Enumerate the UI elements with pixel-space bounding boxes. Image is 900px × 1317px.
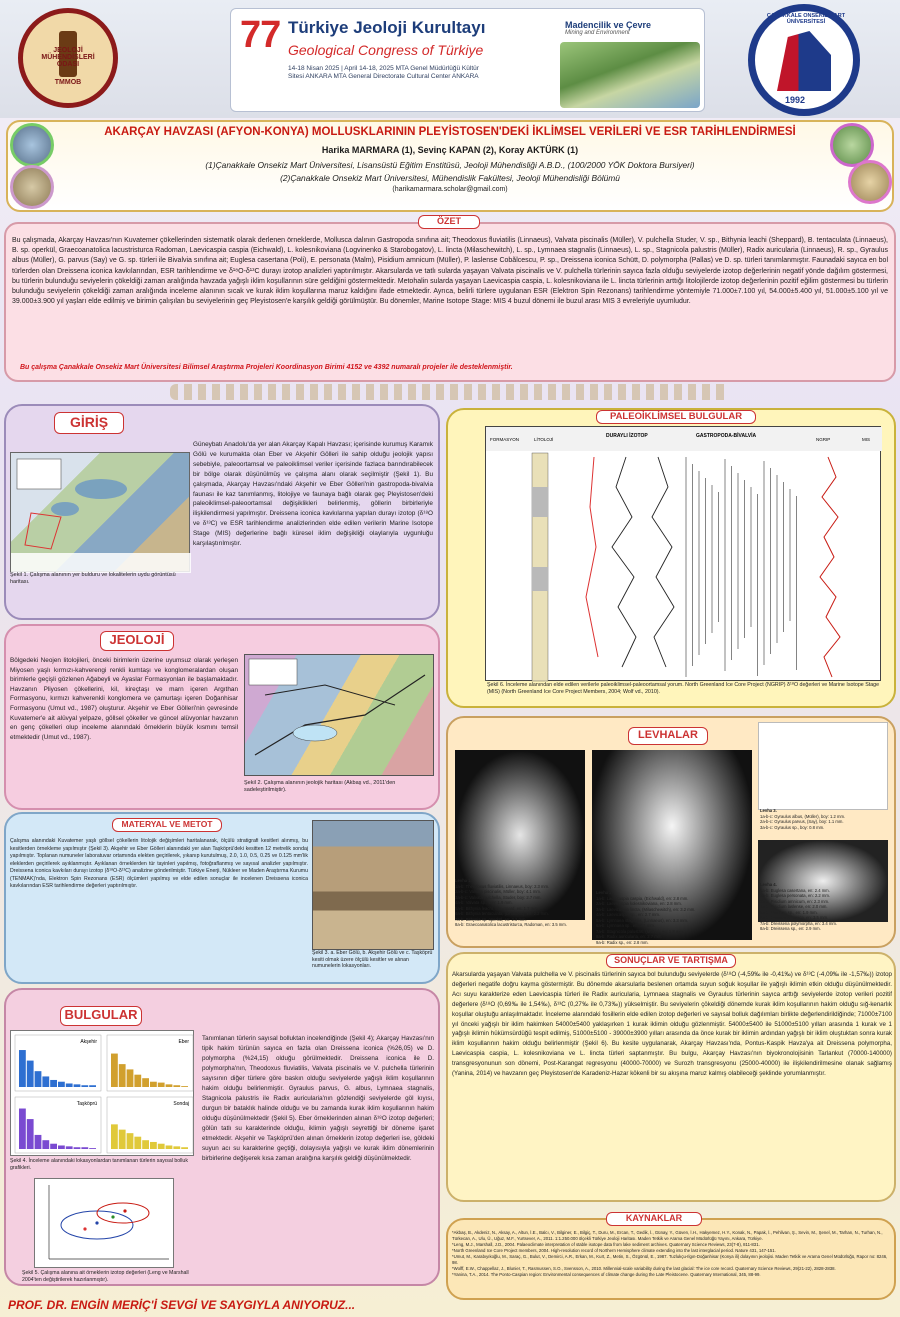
abundance-bar: [111, 1054, 118, 1087]
abundance-bar: [27, 1119, 34, 1149]
abstract-heading: ÖZET: [418, 215, 480, 229]
introduction-heading: GİRİŞ: [54, 412, 124, 434]
abundance-bar: [89, 1148, 96, 1149]
plate-item: 1a-b: Laevicaspia caspia, (Eichwald), en: 2.8 mm.: [596, 895, 689, 901]
abundance-bar: [27, 1061, 34, 1087]
methods-text: Çalışma alanındaki Kuvatemer yaşlı göllsel çökellerin litolojik değişimleri haritalanarak, ölçülü stratigrafi kesitleri alınmış, bu kesitlerden örnekleme yapılmıştır (Şekil 3). Akşehir ve Eber Gölleri alanındaki yer alan Taşköprü'deki kesitten 12 metrelik sondaj yapılmıştır. Toplanan numuneler laboratuvar ortamında elekten geçirilerek, yıkanıp kurutulmuş, 2.0, 1.0, 0.5, 0.25 ve 0.125 mm'lik eleklerden geçirilerek ayıklanmıştır. Ayıklanan örneklerden tür tayinleri yapılmış, fotoğraflanmış ve sayısal analizler yapılmıştır. Dreissena iconica kavkıları durayı izotop (δ¹⁸O-δ¹³C) analizine gönderilmiştir. Türkiye Enerji, Nükleer ve Maden Araştırma Kurumu (TENMAK)'nda, Elektron Spin Rezonans (ESR) ölçümleri yapılmış ve elde edilen sonuçlar ile incelenen Dreissena iconica kavkılarından ESR tarihlendirme değerleri yaptırılmıştır.: [10, 838, 308, 889]
figure-2-caption: Şekil 2. Çalışma alanının jeolojik haritası (Akbaş vd., 2011'den sadeleştirilmiştir).: [244, 780, 396, 793]
abundance-bar: [50, 1080, 57, 1087]
plate-item: 2a-b-c: Valvata piscinalis, Müller, boy: 4.1 mm.: [455, 889, 542, 894]
abundance-bar: [158, 1083, 165, 1087]
abundance-bar: [89, 1085, 96, 1087]
abundance-bar: [150, 1142, 157, 1149]
abundance-panel: [15, 1035, 101, 1091]
plate-item: 6a-b: Bithynia tentaculata, (Linnaeus), en: 2.2 mm.: [455, 911, 549, 916]
references-heading: KAYNAKLAR: [606, 1212, 702, 1226]
congress-number: 77: [240, 14, 281, 56]
abundance-bar: [142, 1140, 149, 1149]
methods-heading: MATERYAL VE METOT: [112, 818, 222, 832]
plate-item: 3a-b-c: Valvata pulchella, Studer, boy: 2.7 mm.: [455, 894, 542, 900]
conclusions-text: Akarsularda yaşayan Valvata pulchella ve V. piscinalis türlerinin sayıca bol bulunduğu seviyelerde (δ¹⁸O (-4,59‰ ile -0,41‰) ve δ¹³C (-4,09‰ ile -1,57‰)) izotop değerleri negatife doğru kayma göstermiştir. Bu dönemde akarsularla beslenen ortamda suyun soğuk koşullar ile yağışlı iklimin etkin olduğu düşünülmektedir. Acı suyu karakterize eden Laevicaspia türleri ile Radix auricularia, Lymnaea stagnalis ve Gyraulus türlerinin sayıca arttığı seviyelerde izotop verileri pozitif değerlere (δ¹⁸O (0,69‰ ile 1,54‰), δ¹³C (0,27‰ ile 0,73‰)) yükselmiştir. Bu seviyelerin çökeldiği dönemde kurak iklim koşullarının hakim olduğu sığ-kenarlık koşullar oluştuğu anlaşılmaktadır. İnceleme alanındaki fosillerin elde edilen izotop değerleri ve sayısal bolluk dağılımları birlikte değerlendirildiğinde; 71000±7100 yıl önceki yağışlı bir iklim hakimken 54000±5400 yaklaşırken 1 kurak iklimin olduğu gözlenmiştir. 54000±5400 ile 51000±5100 yılları arasında 1 kurak ve 1 yağışlı iklimin hükümsürdüğü tespit edilmiş, 51000±5100 - 39000±3900 yılları arasında da önce kurak bir iklimin ardından yağışlı bir iklim oluştuktan sonra kurak iklim koşullarının hakim olduğu belirlenmiştir (Şekil 6). Bu kesite uygulanarak, Akarçay Havzası'nda, Pontus-Kaspik Havza'ya ait Dreissena polymorpha, Laevicaspia caspia, L. kolesnikoviana ve L. lincta türleri saptanmıştır. Bu bulgu, Akarçay Havzası'nın biyokronolojisinin Tarlankut (70000-140000) transgresyonunun son dönemi, Post-Karangat regresyonu (40000-70000) ve Surozh transgresyonu (25000-40000) ile ilişkilendirilmesine olanak sağlamış (Yanina, 2014) ve havzanın geç Pleyistosen'de Karadeniz-Hazar kökenli bir su akışına maruz kalmış olabileceği şeklinde yorumlanmıştır.: [452, 971, 892, 1078]
lake-shape: [293, 725, 337, 741]
abundance-bar: [181, 1147, 188, 1149]
abundance-bar: [119, 1064, 126, 1087]
ngrip-curve: [820, 457, 840, 677]
plate-item: 8a-b: Dreissena sp., en: 2.9 mm.: [760, 926, 821, 931]
col-label: MIS: [862, 437, 871, 442]
plate-item: 1a-b: Euglesa casertana, en: 2.4 mm.: [760, 887, 830, 893]
abundance-bar: [173, 1146, 180, 1149]
plate-item: 8a-b: Graecoanatolica lacustristurca, Radoman, en: 3.5 mm.: [455, 922, 567, 927]
d13c-curve: [652, 457, 674, 667]
plate-item: 2a-b: Euglesa personata, en: 2.2 mm.: [760, 893, 831, 898]
affiliation-2: (2)Çanakkale Onsekiz Mart Üniversitesi, Mühendislik Fakültesi, Jeoloji Mühendisliği Bölümü: [280, 173, 620, 183]
series-label: Sondaj: [173, 1101, 189, 1107]
plate-title: Levha 3.: [760, 808, 777, 813]
abundance-panel: [107, 1097, 193, 1153]
plate-item: 6a-b: Dreissena iconica, en: 3.5 mm.: [760, 915, 829, 920]
plates-heading: LEVHALAR: [628, 727, 708, 745]
abundance-bar: [111, 1124, 118, 1149]
abundance-bar: [119, 1130, 126, 1149]
conclusions-heading: SONUÇLAR VE TARTIŞMA: [606, 954, 736, 968]
plate-item: 3a-b: Pisidium amnicum, en: 2.3 mm.: [760, 898, 830, 904]
fauna-range-lines: [686, 457, 797, 677]
geology-map: [244, 654, 434, 776]
figure-6-caption: Şekil 6. İnceleme alanından elde edilen verilerle paleoiklimsel-paleoortamsal yorum. North Greenland Ice Core Project (NGRIP) δ¹⁸O değerleri ve Marine Isotope Stage (MIS) (North Greenland Ice Core Project Members, 2004; Wolf vd., 2010).: [487, 682, 880, 695]
reference-item: *Yanina, T.A., 2014. The Ponto-Caspian region: Environmental consequences of climate change during the Late Pleistocene. Quaternary International, 345, 88-99.: [452, 1272, 761, 1277]
plate-item: 2a-b: Laevicaspia kolesnikoviana, en: 2.8 mm.: [596, 901, 682, 906]
abundance-bar: [58, 1082, 65, 1087]
plate-item: 3a-b: Laevicaspia lincta, (Milaschewitch), en: 3.2 mm.: [596, 906, 696, 912]
figure-3-caption: Şekil 3. a. Eber Gölü, b. Akşehir Gölü ve c. Taşköprü kesiti olmak üzere ölçülü kesitler ve alınan numunelerin lokasyonları.: [312, 950, 433, 970]
paleoclimate-svg: [486, 427, 882, 682]
series-label: Eber: [178, 1039, 189, 1045]
abundance-bar: [166, 1084, 173, 1087]
jmo-logo-sub: TMMOB: [54, 79, 82, 86]
plate-item: 9a-b: Radix sp., en: 2.8 mm.: [596, 939, 649, 945]
jmo-logo: [18, 8, 118, 108]
plate-item: 4a-b: Pisidium laslense, en: 2.0 mm.: [760, 904, 828, 909]
isotope-plot-svg: [35, 1179, 175, 1269]
plate-2-legend: [596, 890, 756, 945]
field-ellipse: [61, 1211, 133, 1239]
abundance-bar: [66, 1083, 73, 1087]
isotope-point: [83, 1227, 86, 1230]
abundance-bar: [42, 1076, 49, 1087]
funding-note: Bu çalışma Çanakkale Onsekiz Mart Üniversitesi Bilimsel Araştırma Projeleri Koordinasyon Birimi 4152 ve 4392 numaralı projeler ile desteklenmiştir.: [20, 364, 513, 371]
email[interactable]: (harikamarmara.scholar@gmail.com): [392, 186, 508, 193]
abundance-bar: [58, 1145, 65, 1149]
abundance-panel: [107, 1035, 193, 1091]
introduction-text: Güneybatı Anadolu'da yer alan Akarçay Kapalı Havzası; içerisinde kurumuş Karamık Gölü ve kurumakta olan Eber ve Akşehir Gölleri ile sahip olduğu jeolojik yapısı sebebiyle, paleoortamsal ve paleoiklimsel veriler içerisinde fazlaca barındırabilecek bir bölge olarak düşünülmüş ve çalışma alanı olarak seçilmiştir (Şekil 1). Bu çalışmada, Akarçay Havzası'ndaki Akşehir ve Eber Gölleri'nin gastropoda-bivalvia faunası ile kaz tanımlanmış, litolojiye ve faunaya bağlı olarak geç Pleyistosen'deki paleoiklimsel-paleoortamsal değişiklikleri belirlenmiş, göllerin birbirleriyle ilişkilendirmesi yapılmıştır. Dreissena iconica kavkılarına yapılan durayı izotop (δ¹⁸O ve δ¹³C) ve ESR tarihlendirme analizlerinden elde edilen verilerin Marine Isotope Stage (MIS) değerlerine bağlı küresel iklim değişikliği olaylarıyla uygunluğu karşılaştırılmıştır.: [193, 441, 433, 548]
lake-aksehir: [75, 479, 127, 499]
plate-item: 1a-b-c: Gyraulus albus, (Müller), boy: 1.2 mm.: [760, 813, 846, 819]
abundance-chart-svg: [11, 1031, 195, 1157]
abundance-bar: [134, 1137, 141, 1149]
abundance-bar: [181, 1086, 188, 1087]
location-map: [10, 452, 190, 572]
abundance-bar: [166, 1145, 173, 1149]
abstract-text: Bu çalışmada, Akarçay Havzası'nın Kuvatemer çökellerinden sistematik olarak derlenen örneklerde, Mollusca dalının Gastropoda sınıfına ait; Theodoxus fluviatilis (Linnaeus), Valvata piscinalis (Müller), V. pulchella Studer, V. sp., Bithynia leachi (Sheppard), B. tentaculata (Linnaeus), B. sp. operkül, Graecoanatolica lacustristurca Radoman, Laevicaspia caspia (Eichwald), L. kolesnikoviana (Logvinenko & Starobogatov), L. lincta (Milaschewitch), L. sp., Lymnaea stagnalis (Linnaeus), L. sp., Stagnicola palustris (Müller), Radix auricularia (Linnaeus), R. sp., Gyraulus albus (Müller), G. parvus (Say) ve G. sp. türleri ile Bivalvia sınıfına ait; Euglesa casertana (Poli), E. personata (Malm), Pisidium amnicum (Müller), P. laslense Cobălcescu, P. sp., Dreissena iconica Schütt, D. polymorpha (Pallas) ve D. sp. türleri tanımlanmıştır. Faunadaki sayıca en bol türlerden olan Dreissena iconica kavkılarından, ESR tarihlendirme ve δ¹⁸O-δ¹³C durayı izotop analizleri yaptırılmıştır. Akarsularda ve tatlı sularda yaşayan Valvata piscinalis ve V. pulchella türlerinin sayıca fazla olduğu seviyelerde izotop değerlerinin negatif yönde dağılım göstermesi, bu türlerin bulunduğu seviyelerin çökeldiği zaman aralığında havzada yağışlı iklim koşullarının süre geldiğini göstermektedir. Metohalin sularda yaşayan Laevicaspia caspia, L. kolesnikoviana ile L. lincta türlerinin arttığı litolojilerde izotop değerlerinin pozitif eğilim göstermesi bu türlerin bulunduğu seviyelerin çökeldiği zaman aralığında inceleme alanının sıcak ve kurak iklim koşullarına maruz kaldığını ifade etmektedir. Ayrıca, belirli türlere uygulanan ESR (Elektron Spin Rezonans) tarihlendirme yöntemiyle 71.000±7.100 yıl, 54.000±5.400 yıl, 51.000±5.100 yıl ve 39.000±3.900 yıl yaşları elde edilmiş ve birimin çalışılan bu seviyelerinin geç Pleyistosen'e karşılık geldiği görülmüştür. Bu dönemler, Marine Isotope Stage: MIS 4 buzul dönemi ile buzul arası MIS 3 evreleriyle uyumludur.: [12, 237, 888, 306]
plate-item: 4a-b: Laevicaspia sp., en: 2.7 mm.: [596, 912, 661, 917]
results-text: Tanımlanan türlerin sayısal bolluktan incelendiğinde (Şekil 4); Akarçay Havzası'nın tipik hakim türünün sayıca en fazla olan Dreissena iconica (%26,05) ve D. polymorpha (%24,15) olduğu görülmektedir. Dreissena iconica ile D. polymorpha'nın, Theodoxus fluviatilis, Valvata piscinalis ve V. pulchella türlerinin sayısının diğer türlere göre baskın olduğu seviyelerde yağışlı iklim koşullarının hakim olduğu belirlenmiştir. Gyraulus parvus, G. albus, Lymnaea stagnalis, Stagnicola palustris ile Radix auricularia'nın gözlendiği seviyelerde göl kıyısı, durgun bir bataklık halinde olduğu ve bu zamanda kurak iklim koşullarının hakim olduğu düşünülmektedir (Şekil 5). Eber örneklerinden alınan δ¹⁸O izotop değerleri; gölün tatlı su karakterinde olduğu, iklimin yağışlı seyrettiği bir döneme işaret etmektedir. Akşehir ve Taşköprü'den alınan örneklerin izotop değerleri ise, göldeki suyun acı su karakterine geçtiği, dolayısıyla yağışlı ve kurak iklim dönemlerinin birbirlerine değişerek kısa zaman aralığına karşılık geldiği düşünülmektedir.: [202, 1035, 434, 1162]
plate-item: 2a-b-c: Gyraulus parvus, (Say), boy: 1.1 mm.: [760, 819, 844, 824]
landscape-image: [560, 42, 700, 108]
lake-eber: [51, 502, 79, 516]
lithology-bed: [532, 567, 548, 591]
col-label: NGRIP: [816, 437, 831, 442]
references-list: [452, 1230, 890, 1278]
location-map-svg: [11, 453, 191, 573]
congress-theme: Madencilik ve Çevre: [565, 20, 652, 30]
comu-logo-text: ÇANAKKALE ONSEKİZ MART ÜNİVERSİTESİ: [766, 13, 846, 25]
geology-inset: [249, 659, 297, 685]
abundance-bar: [173, 1085, 180, 1087]
reference-item: *Wolff, E.W., Chappellaz, J., Blunier, T., Rasmussen, S.O., Svensson, A., 2010. Millennial-scale variability during the last glacial: The ice core record. Quaternary Science Reviews, 29(21-22), 2828-2838.: [452, 1266, 836, 1271]
authors: Harika MARMARA (1), Sevinç KAPAN (2), Koray AKTÜRK (1): [321, 145, 579, 155]
results-heading: BULGULAR: [60, 1006, 142, 1026]
series-label: Taşköprü: [76, 1101, 97, 1107]
map-legend: [11, 553, 191, 573]
abundance-bar: [66, 1146, 73, 1149]
field-ellipse: [97, 1203, 149, 1223]
shells-decoration: [170, 384, 730, 400]
photo-circle: [10, 165, 54, 209]
abundance-bar: [158, 1144, 165, 1149]
abundance-bar: [134, 1075, 141, 1087]
plate-item: 5a-b: Lymnaea stagnalis, (Linnaeus), en: 3.3 mm.: [596, 917, 689, 923]
plate-item: 7a-b: Stagnicola palustris, (Müller), en: 1.8 mm.: [596, 928, 684, 934]
plate-item: 5a-b: Pisidium sp., en: 1.9 mm.: [760, 909, 818, 915]
reference-item: *North Greenland Ice Core Project members, 2004. High-resolution record of Northern Hemisphere climate extending into the last interglacial period. Nature 431, 147-151.: [452, 1248, 776, 1253]
poster-title: AKARÇAY HAVZASI (AFYON-KONYA) MOLLUSKLARININ PLEYİSTOSEN'DEKİ İKLİMSEL VERİLERİ VE ESR TARİHLENDİRMESİ: [104, 126, 796, 138]
plate-4-legend: [760, 882, 890, 932]
plate-title: Levha 4.: [760, 882, 777, 887]
abundance-panel: [15, 1097, 101, 1153]
inset-map: [17, 459, 61, 489]
abundance-bar: [19, 1050, 26, 1087]
figure-1-caption: Şekil 1. Çalışma alanının yer bulduru ve lokalitelerin uydu görüntüsü haritası.: [10, 572, 176, 585]
outcrop-photos: [312, 820, 434, 950]
plate-3-image: [758, 722, 888, 810]
abundance-bar: [50, 1144, 57, 1149]
fault-line: [255, 675, 425, 755]
study-area-outline: [25, 513, 61, 549]
abundance-bar: [127, 1133, 134, 1149]
abundance-charts: [10, 1030, 194, 1156]
isotope-point: [123, 1209, 126, 1212]
affiliation-1: (1)Çanakkale Onsekiz Mart Üniversitesi, Lisansüstü Eğitim Enstitüsü, Jeoloji Mühendisliği A.B.D., (100/2000 YÖK Doktora Bursiyeri): [205, 160, 695, 170]
abundance-bar: [35, 1071, 42, 1087]
col-label: DURAYLI İZOTOP: [606, 433, 648, 439]
congress-theme-en: Mining and Environment: [565, 30, 630, 36]
abundance-bar: [42, 1140, 49, 1149]
abundance-bar: [19, 1109, 26, 1149]
plate-item: 7a-b: Dreissena polymorpha, en: 3.4 mm.: [760, 920, 838, 926]
isotope-plot: [34, 1178, 174, 1268]
figure-4-caption: Şekil 4. İnceleme alanındaki lokasyonlardan tanımlanan türlerin sayısal bolluk grafikleri.: [10, 1158, 188, 1171]
abundance-bar: [150, 1082, 157, 1087]
jmo-logo-text: JEOLOJİ MÜHENDİSLERİ ODASI: [41, 47, 95, 68]
comu-logo: [748, 4, 860, 116]
paleoclimate-heading: PALEOİKLİMSEL BULGULAR: [596, 410, 756, 424]
reference-item: *Umut, M., Karabıyıkoğlu, M., Saraç, G., Bulut, V., Demirci, A.R., Erkan, M., Kurt, Z., Metin, S., Özgönül, E., 1987. Tuzlukçu-Ilgın-Doğanhisar (Konya ili) dolayının jeolojisi. Maden Tetkik ve Arama Genel Müdürlüğü, Rapor no: 8246, 98.: [452, 1254, 888, 1265]
abundance-bar: [81, 1085, 88, 1087]
col-label: LİTOLOJİ: [534, 437, 554, 442]
comu-logo-year: 1992: [785, 95, 806, 105]
figure-5-caption: Şekil 5. Çalışma alanına ait örneklerin izotop değerleri (Leng ve Marshall 2004'ten değiştirilerek hazırlanmıştır).: [22, 1270, 189, 1283]
plate-title: Levha 2.: [596, 890, 613, 895]
geology-map-svg: [245, 655, 435, 777]
col-label: GASTROPODA-BİVALVİA: [696, 433, 757, 439]
series-label: Akşehir: [80, 1039, 97, 1045]
plate-item: 5a-b: Bithynia leachi, She ppard, en: 1.7 mm.: [455, 905, 539, 911]
plate-item: 8a-b: Radix auricularia, en: 2.7 mm.: [596, 934, 663, 939]
frequency-curve: [586, 457, 598, 657]
abundance-bar: [127, 1069, 134, 1087]
abundance-bar: [74, 1084, 81, 1087]
geology-heading: JEOLOJİ: [100, 631, 174, 651]
photo-circle: [10, 123, 54, 167]
plate-item: 3a-b-c: Gyraulus sp., boy: 0.8 mm.: [760, 824, 825, 830]
memorial-footer: PROF. DR. ENGİN MERİÇ'İ SEVGİ VE SAYGIYLA ANIYORUZ...: [8, 1298, 356, 1312]
abundance-bar: [74, 1147, 81, 1149]
reference-item: *Leng, M.J., Marshall, J.D., 2004. Palaeoclimate interpretation of stable isotope data from lake sediment archives. Quaternary Science Reviews, 23(7-8), 811-831.: [452, 1242, 760, 1247]
isotope-point: [95, 1221, 98, 1224]
paleoclimate-chart: [485, 426, 881, 681]
fault-line: [265, 685, 395, 705]
plate-1-legend: [455, 878, 590, 928]
plate-item: 6a-b: Lymnaea sp., en: 3.1 mm.: [596, 923, 655, 928]
col-label: FORMASYON: [490, 437, 520, 442]
abundance-bar: [35, 1135, 42, 1149]
reference-item: *Akbaş, B., Akdeniz, N., Aksay, A., Altun, İ.E., Balcı, V., Bilginer, E., Bilgiç, T., Duru, M., Ercan, T., Gedik, İ., Günay, Y., Güven, İ.H., Hakyemez, H.Y., Konak, N., Papak, İ., Pehlivan, Ş., Sevin, M., Şenel, M., Tarhan, N., Turhan, N., Türkecan, A., Ulu, Ü., Uğuz, M.F., Yurtsever, A., 2011. 1:1.250.000 ölçekli Türkiye Jeoloji Haritası. Maden Tetkik ve Arama Genel Müdürlüğü Yayını, Ankara, Türkiye.: [452, 1230, 883, 1241]
congress-date: 14-18 Nisan 2025 | April 14-18, 2025 MTA Genel Müdürlüğü Kültür Sitesi ANKARA MTA General Directorate Cultural Center ANKARA: [288, 65, 479, 80]
photo-circle: [848, 160, 892, 204]
geology-text: Bölgedeki Neojen litolojileri, önceki birimlerin üzerine uyumsuz olarak yerleşen Miyosen yaşlı kırmızı-kahverengi renkli kumtaşı ve konglomeralardan oluşan birimlerle geçişli gözlenen Ağabeyli ve Ayaslar Formasyonları ile başlamaktadır. Havzanın Pliyosen çökellerini, kil, kireçtaşı ve marn içeren Argıthan Formasyonu, kırmızı kahverenkli konglomera ve çamurtaşı içeren Doğanhisar Formasyonu (Umut vd., 1987) oluşturur. Akşehir ve Eber Gölleri'nin çevresinde Kuvatemer'e ait alüvyal yelpaze, göllsel çökeller ve güncel alüvyonlar havzanın en genç çökelleri olup inceleme alanındaki örneklerin büyük kısmını temsil etmektedir (Umut vd., 1987).: [10, 657, 238, 741]
abundance-bar: [81, 1147, 88, 1149]
congress-title: Türkiye Jeoloji Kurultayı: [288, 18, 486, 37]
d18o-curve: [612, 457, 636, 667]
plate-item: 4a-b: Valvata sp., boy: 1.9 mm.: [455, 900, 513, 905]
comu-emblem-icon: [777, 31, 831, 91]
lithology-bed: [532, 487, 548, 517]
plate-item: 7a-b: Bithynia sp. operkül, en: 2.3 mm.: [455, 916, 527, 922]
plate-3-legend: [760, 808, 890, 830]
plate-item: 1a-b: Theodoxus fluviatilis, Linnaeus, boy: 2.3 mm.: [455, 883, 550, 889]
isotope-point: [111, 1215, 114, 1218]
abundance-bar: [142, 1078, 149, 1087]
plate-title: Levha 1.: [455, 878, 472, 883]
congress-title-en: Geological Congress of Türkiye: [288, 42, 484, 58]
